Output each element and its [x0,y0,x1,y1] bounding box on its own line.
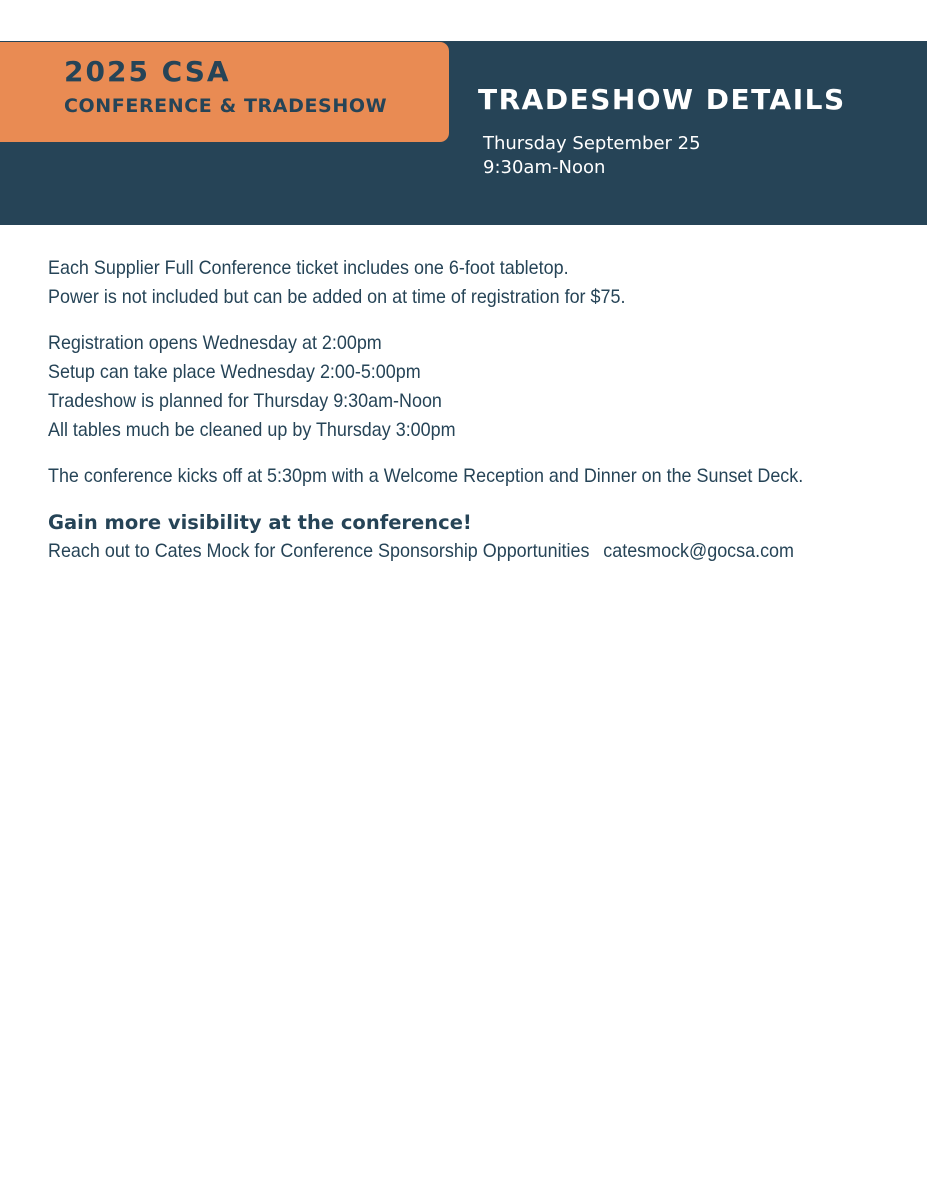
promo-line [48,537,839,566]
kickoff-paragraph [48,462,908,491]
promo-heading: Gain more visibility at the conference! [48,511,472,534]
event-title-tab [0,42,449,142]
tradeshow-time: 9:30am-Noon [483,157,606,178]
ticket-info-line: Power is not included but can be added on at time of registration for $75. [48,286,626,308]
schedule-line: Registration opens Wednesday at 2:00pm [48,332,382,354]
schedule-paragraph [48,329,908,445]
tradeshow-date: Thursday September 25 [483,133,701,154]
ticket-info-line: Each Supplier Full Conference ticket includes one 6-foot tabletop. [48,257,569,279]
schedule-line: Setup can take place Wednesday 2:00-5:00pm [48,361,421,383]
event-year-title: 2025 CSA [64,55,231,88]
contact-email: catesmock@gocsa.com [603,540,794,562]
schedule-line: All tables much be cleaned up by Thursday 3:00pm [48,419,456,441]
tradeshow-details-title: TRADESHOW DETAILS [478,83,846,116]
promo-text: Reach out to Cates Mock for Conference Sponsorship Opportunities [48,540,590,562]
ticket-info-paragraph [48,254,908,312]
details-content [48,254,908,583]
kickoff-line: The conference kicks off at 5:30pm with a Welcome Reception and Dinner on the Sunset Deck. [48,465,804,487]
schedule-line: Tradeshow is planned for Thursday 9:30am-Noon [48,390,442,412]
promo-section [48,508,908,566]
event-subtitle: CONFERENCE & TRADESHOW [64,95,388,117]
